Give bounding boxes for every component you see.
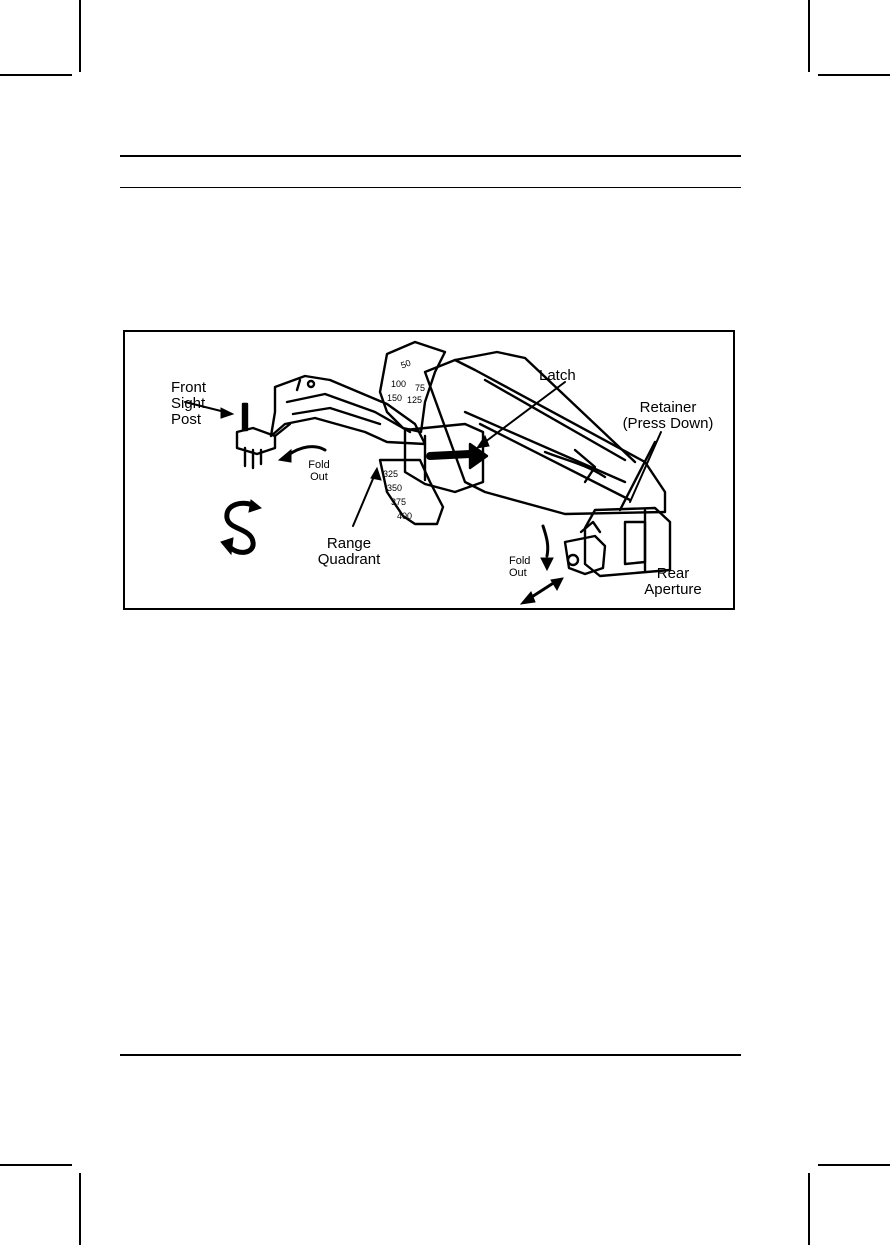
label-fold-out-front bbox=[299, 460, 339, 483]
label-front-sight-post-line-1: Front bbox=[171, 379, 207, 396]
label-fold-out-rear-line-1: Fold bbox=[509, 555, 531, 567]
front-sight-post-block bbox=[237, 428, 275, 454]
rear-fold-out-arrow bbox=[543, 526, 548, 556]
label-rear-aperture bbox=[633, 566, 713, 598]
header-rule-thin bbox=[120, 187, 741, 188]
crop-mark-bottom-left-vertical bbox=[79, 1173, 81, 1245]
quadrant-mark-100: 100 bbox=[391, 379, 407, 389]
label-front-sight-post bbox=[171, 380, 206, 427]
label-retainer-line-1: Retainer bbox=[639, 399, 697, 416]
label-rear-aperture-line-1: Rear bbox=[656, 565, 690, 582]
label-fold-out-front-line-2: Out bbox=[310, 470, 328, 483]
quadrant-mark-325: 325 bbox=[383, 469, 399, 479]
quadrant-mark-150: 150 bbox=[387, 393, 403, 403]
label-range-quadrant-line-1: Range bbox=[326, 535, 372, 552]
label-range-quadrant-line-2: Quadrant bbox=[317, 550, 381, 568]
quadrant-mark-75: 75 bbox=[415, 383, 426, 393]
quadrant-mark-400: 400 bbox=[397, 511, 413, 521]
label-rear-aperture-line-2: Aperture bbox=[644, 580, 702, 598]
crop-mark-bottom-right-vertical bbox=[808, 1173, 810, 1245]
sight-assembly-figure bbox=[123, 330, 735, 610]
crop-mark-bottom-right-horizontal bbox=[818, 1164, 890, 1166]
crop-mark-top-right-horizontal bbox=[818, 74, 890, 76]
crop-mark-top-left-horizontal bbox=[0, 74, 72, 76]
label-latch: Latch bbox=[539, 367, 576, 384]
front-fold-out-arrow bbox=[287, 447, 325, 456]
crop-mark-top-left-vertical bbox=[79, 0, 81, 72]
label-fold-out-front-line-1: Fold bbox=[308, 459, 330, 471]
label-front-sight-post-line-3: Post bbox=[171, 410, 202, 428]
quadrant-mark-350: 350 bbox=[387, 483, 403, 493]
quadrant-mark-125: 125 bbox=[407, 395, 423, 405]
quadrant-mark-375: 375 bbox=[391, 497, 407, 507]
crop-mark-bottom-left-horizontal bbox=[0, 1164, 72, 1166]
quadrant-mark-50: 50 bbox=[399, 357, 413, 371]
header-rule-thick bbox=[120, 155, 741, 157]
label-fold-out-rear bbox=[509, 556, 530, 579]
label-range-quadrant bbox=[307, 536, 391, 568]
range-quadrant-upper bbox=[380, 342, 445, 432]
footer-rule bbox=[120, 1054, 741, 1056]
label-front-sight-post-line-2: Sight bbox=[171, 394, 206, 412]
label-retainer-line-2: (Press Down) bbox=[622, 414, 714, 432]
label-retainer bbox=[609, 400, 727, 432]
crop-mark-top-right-vertical bbox=[808, 0, 810, 72]
label-fold-out-rear-line-2: Out bbox=[509, 566, 527, 579]
